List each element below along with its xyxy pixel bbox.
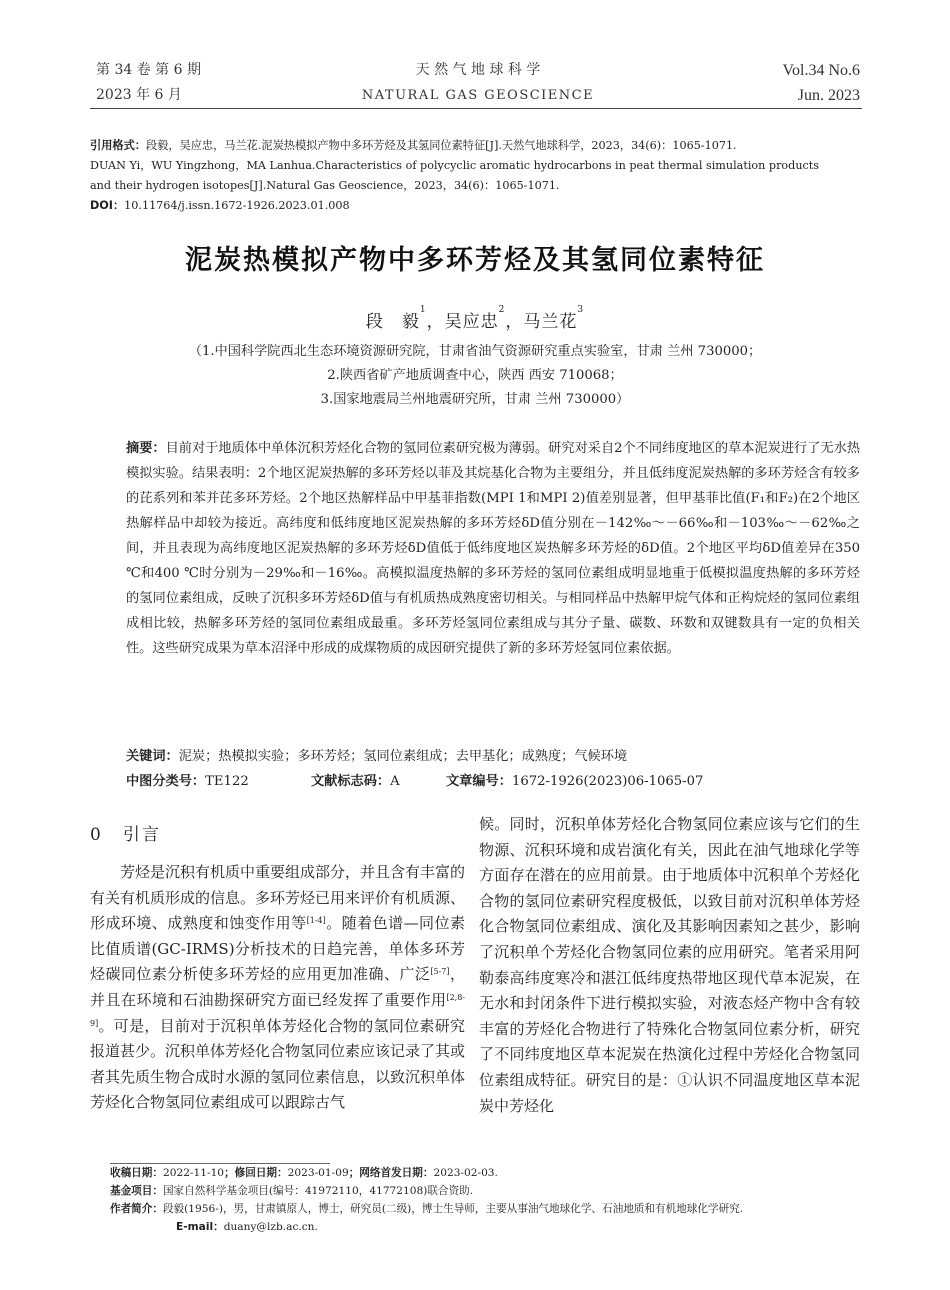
author-separator: ， (426, 312, 445, 332)
abstract-label: 摘要： (126, 441, 166, 456)
citation-block (90, 136, 860, 216)
doc-code-item (311, 769, 446, 794)
intro-text: 芳烃是沉积有机质中重要组成部分，并且含有丰富的有关有机质形成的信息。多环芳烃已用来评价有机质源、形成环境、成熟度和蚀变作用等 (90, 863, 466, 933)
email-label: E-mail： (176, 1221, 224, 1233)
author-name: 马兰花 (523, 312, 578, 332)
volume-issue-cn: 第 34 卷 第 6 期 (96, 62, 201, 78)
section-title: 引言 (122, 825, 161, 845)
reference-mark[interactable]: [2,8-9] (90, 992, 465, 1028)
intro-continuation: 候。同时，沉积单体芳烃化合物氢同位素应该与它们的生物源、沉积环境和成岩演化有关，因此在油气地球化学等方面存在潜在的应用前景。由于地质体中沉积单个芳烃化合物的氢同位素研究程度极低，以致目前对沉积单体芳烃化合物氢同位素组成、演化及其影响因素知之甚少，影响了沉积单个芳烃化合物氢同位素的应用研究。笔者采用阿勒泰高纬度寒冷和湛江低纬度热带地区现代草本泥炭，在无水和封闭条件下进行模拟实验，对液态烃产物中含有较丰富的芳烃化合物进行了特殊化合物氢同位素分析，研究了不同纬度地区草本泥炭在热演化过程中芳烃化合物氢同位素组成特征。研究目的是：①认识不同温度地区草本泥炭中芳烃化 (479, 815, 860, 1115)
journal-name-en: NATURAL GAS GEOSCIENCE (361, 88, 595, 103)
article-number-item (446, 769, 703, 794)
clc-value: TE122 (205, 774, 249, 789)
citation-line-3: and their hydrogen isotopes[J].Natural Gas Geoscience，2023，34(6)：1065-1071. (90, 179, 560, 192)
fund-line (110, 1182, 860, 1200)
author-affil-mark: 3 (577, 305, 585, 315)
author-name: 段 毅 (365, 312, 420, 332)
citation-cn (90, 136, 860, 156)
citation-line-1: 段毅，吴应忠，马兰花.泥炭热模拟产物中多环芳烃及其氢同位素特征[J].天然气地球科学，2023，34(6)：1065-1071. (145, 139, 737, 152)
affiliation-3: 3.国家地震局兰州地震研究所，甘肃 兰州 730000） (320, 392, 630, 407)
author-name: 吴应忠 (444, 312, 499, 332)
received-label: 收稿日期： (110, 1167, 163, 1179)
body-column-right (479, 812, 860, 1119)
footnotes (110, 1164, 860, 1236)
volume-issue-en: Vol.34 No.6 (782, 62, 860, 79)
author-bio-line (110, 1200, 860, 1218)
date-cn: 2023 年 6 月 (96, 87, 182, 103)
email-address[interactable]: duany@lzb.ac.cn. (223, 1221, 318, 1233)
keywords (126, 744, 860, 769)
body-column-left (90, 820, 465, 1116)
revised-date: 2023-01-09 (287, 1167, 349, 1179)
clc-label: 中图分类号： (126, 774, 206, 789)
author-list (0, 307, 950, 332)
online-label: ；网络首发日期： (348, 1167, 434, 1179)
intro-text: ，并且在环境和石油勘探研究方面已经发挥了重要作用 (90, 965, 465, 1009)
author-affil-mark: 1 (419, 305, 427, 315)
author-bio-text: 段毅(1956-)，男，甘肃镇原人，博士，研究员(二级)，博士生导师，主要从事油气地球化学、石油地质和有机地球化学研究. (162, 1203, 744, 1215)
doc-code-label: 文献标志码： (311, 774, 391, 789)
header-right (783, 58, 861, 108)
journal-name-cn: 天 然 气 地 球 科 学 (415, 62, 541, 78)
fund-label: 基金项目： (110, 1185, 163, 1197)
author-separator: ， (505, 312, 524, 332)
classification-line (126, 769, 860, 794)
header-divider (90, 108, 862, 109)
doi-value[interactable]: 10.11764/j.issn.1672-1926.2023.01.008 (124, 199, 350, 212)
header-center (96, 58, 860, 108)
article-number-value: 1672-1926(2023)06-1065-07 (511, 774, 704, 789)
author-bio-label: 作者简介： (110, 1203, 163, 1215)
article-number-label: 文章编号： (446, 774, 512, 789)
intro-paragraph (90, 860, 465, 1116)
reference-mark[interactable]: [1-4] (306, 916, 326, 926)
online-date: 2023-02-03. (433, 1167, 498, 1179)
clc-item (126, 769, 311, 794)
citation-line-2: DUAN Yi，WU Yingzhong，MA Lanhua.Characteristics of polycyclic aromatic hydrocarbons in peat thermal simulation products (90, 159, 820, 172)
revised-label: ；修回日期： (224, 1167, 288, 1179)
fund-text: 国家自然科学基金项目(编号：41972110，41772108)联合资助. (162, 1185, 474, 1197)
affiliation-1: （1.中国科学院西北生态环境资源研究院，甘肃省油气资源研究重点实验室，甘肃 兰州 730000； (188, 344, 762, 359)
paper-title: 泥炭热模拟产物中多环芳烃及其氢同位素特征 (185, 245, 765, 276)
abstract-text: 目前对于地质体中单体沉积芳烃化合物的氢同位素研究极为薄弱。研究对采自2个不同纬度地区的草本泥炭进行了无水热模拟实验。结果表明：2个地区泥炭热解的多环芳烃以菲及其烷基化合物为主要组分，并且低纬度泥炭热解的多环芳烃含有较多的芘系列和苯并芘多环芳烃。2个地区热解样品中甲基菲指数(MPI 1和MPI 2)值差别显著，但甲基菲比值(F₁和F₂)在2个地区热解样品中却较为接近。高纬度和低纬度地区泥炭热解的多环芳烃δD值分别在－142‰～－66‰和－103‰～－62‰之间，并且表现为高纬度地区泥炭热解的多环芳烃δD值低于低纬度地区炭热解多环芳烃的δD值。2个地区平均δD值差异在350 ℃和400 ℃时分别为－29‰和－16‰。高模拟温度热解的多环芳烃的氢同位素组成明显地重于低模拟温度热解的多环芳烃的氢同位素组成，反映了沉积多环芳烃δD值与有机质热成熟度密切相关。与相同样品中热解甲烷气体和正构烷烃的氢同位素组成相比较，热解多环芳烃的氢同位素组成最重。多环芳烃氢同位素组成与其分子量、碳数、环数和双键数具有一定的负相关性。这些研究成果为草本沼泽中形成的成煤物质的成因研究提供了新的多环芳烃氢同位素依据。 (126, 441, 861, 656)
affiliation-2: 2.陕西省矿产地质调查中心，陕西 西安 710068； (327, 368, 623, 383)
running-header (96, 58, 860, 108)
intro-text: 。可是，目前对于沉积单体芳烃化合物的氢同位素研究报道甚少。沉积单体芳烃化合物氢同位素应该记录了其或者其先质生物合成时水源的氢同位素信息，以致沉积单体芳烃化合物氢同位素组成可以跟踪古气 (90, 1016, 466, 1112)
section-number: 0 (90, 825, 103, 845)
doi-line (90, 196, 860, 216)
keywords-text: 泥炭；热模拟实验；多环芳烃；氢同位素组成；去甲基化；成熟度；气候环境 (178, 749, 628, 764)
section-heading (90, 820, 465, 850)
reference-mark[interactable]: [5-7] (430, 967, 450, 977)
abstract (126, 436, 860, 661)
doc-code-value: A (390, 774, 400, 789)
affiliations (0, 340, 950, 412)
citation-label: 引用格式： (90, 139, 146, 152)
doi-label: DOI： (90, 199, 125, 212)
date-en: Jun. 2023 (797, 87, 860, 104)
author-affil-mark: 2 (498, 305, 506, 315)
dates-line (110, 1164, 860, 1182)
email-line (110, 1218, 860, 1236)
received-date: 2022-11-10 (162, 1167, 225, 1179)
intro-text: 。随着色谱—同位素比值质谱(GC-IRMS)分析技术的日趋完善，单体多环芳烃碳同位素分析使多环芳烃的应用更加准确、广泛 (90, 914, 465, 984)
keywords-label: 关键词： (126, 749, 179, 764)
